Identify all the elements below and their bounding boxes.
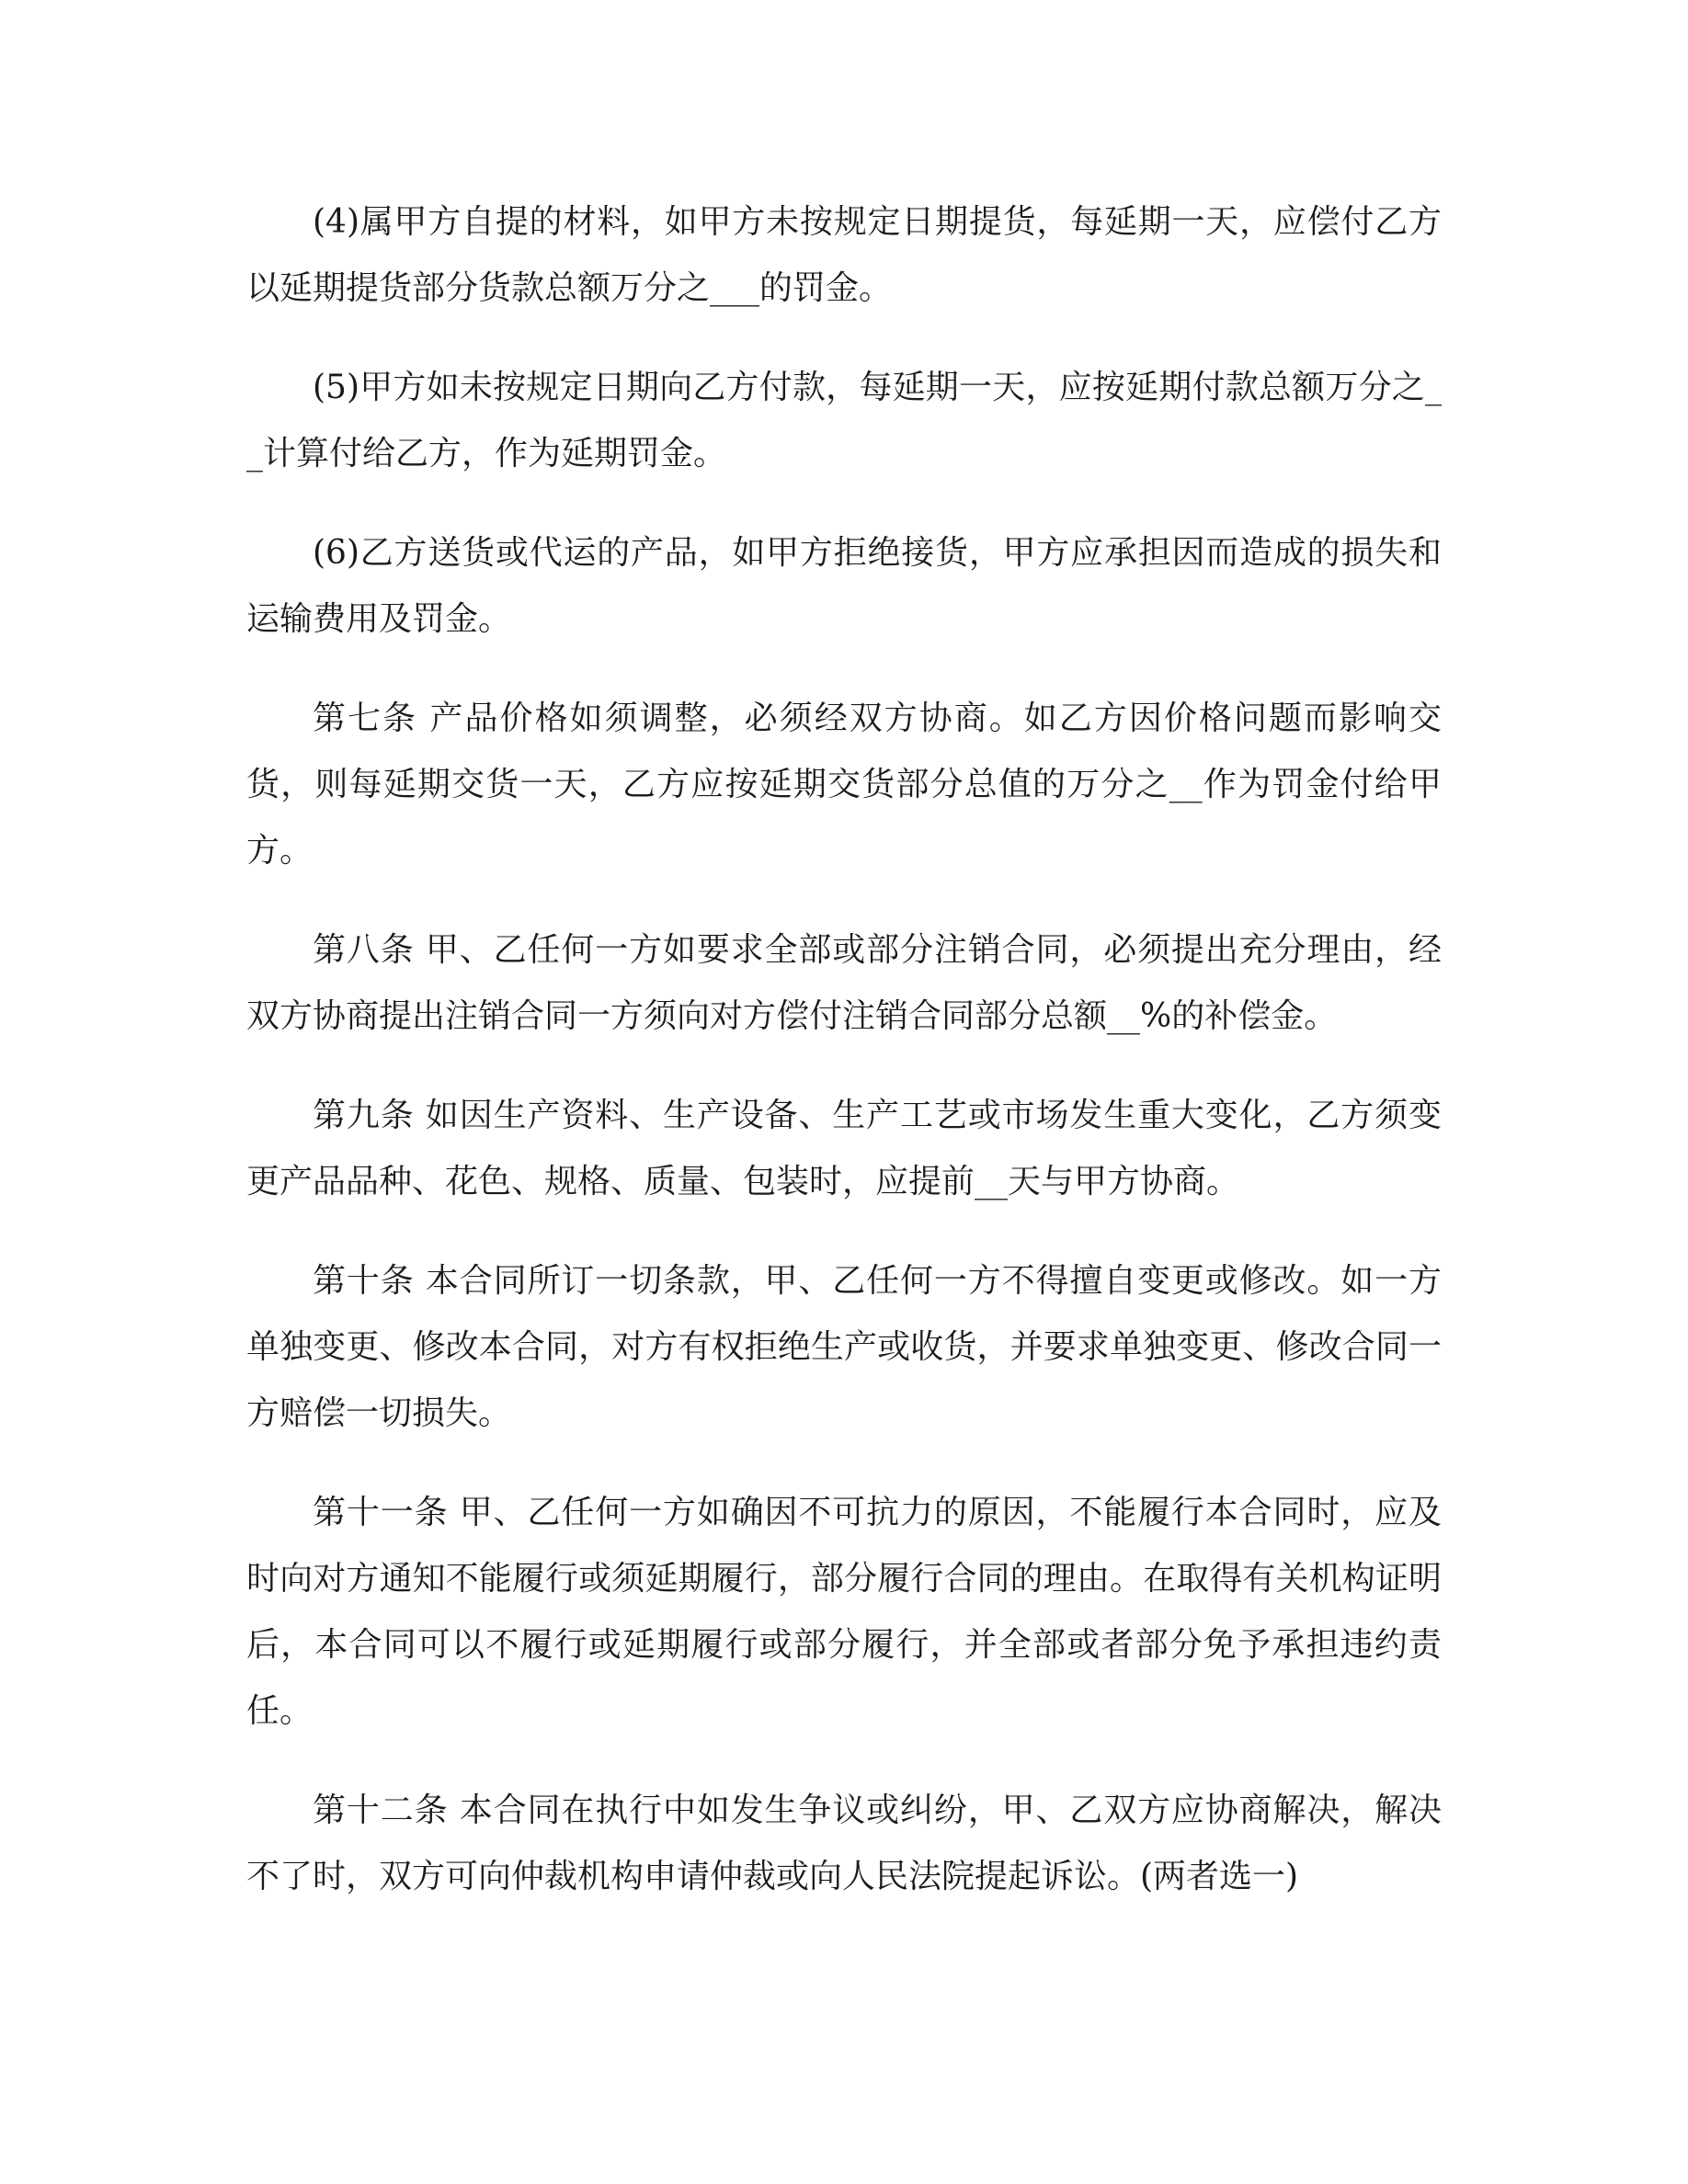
paragraph-article-8: 第八条 甲、乙任何一方如要求全部或部分注销合同，必须提出充分理由，经双方协商提出注销合同一方须向对方偿付注销合同部分总额__%的补偿金。 [246, 931, 1442, 1035]
paragraph-article-9: 第九条 如因生产资料、生产设备、生产工艺或市场发生重大变化，乙方须变更产品品种、花色、规格、质量、包装时，应提前__天与甲方协商。 [246, 1097, 1442, 1200]
paragraph-article-11: 第十一条 甲、乙任何一方如确因不可抗力的原因，不能履行本合同时，应及时向对方通知不能履行或须延期履行，部分履行合同的理由。在取得有关机构证明后，本合同可以不履行或延期履行或部分履行，并全部或者部分免予承担违约责任。 [246, 1494, 1442, 1730]
document-body [246, 189, 1442, 1910]
paragraph-clause-6: (6)乙方送货或代运的产品，如甲方拒绝接货，甲方应承担因而造成的损失和运输费用及罚金。 [246, 534, 1442, 638]
paragraph-clause-5: (5)甲方如未按规定日期向乙方付款，每延期一天，应按延期付款总额万分之__计算付给乙方，作为延期罚金。 [246, 369, 1442, 472]
paragraph-article-7: 第七条 产品价格如须调整，必须经双方协商。如乙方因价格问题而影响交货，则每延期交货一天，乙方应按延期交货部分总值的万分之__作为罚金付给甲方。 [246, 700, 1442, 870]
paragraph-article-12: 第十二条 本合同在执行中如发生争议或纠纷，甲、乙双方应协商解决，解决不了时，双方可向仲裁机构申请仲裁或向人民法院提起诉讼。(两者选一) [246, 1792, 1442, 1895]
paragraph-clause-4: (4)属甲方自提的材料，如甲方未按规定日期提货，每延期一天，应偿付乙方以延期提货部分货款总额万分之___的罚金。 [246, 203, 1442, 307]
paragraph-article-10: 第十条 本合同所订一切条款，甲、乙任何一方不得擅自变更或修改。如一方单独变更、修改本合同，对方有权拒绝生产或收货，并要求单独变更、修改合同一方赔偿一切损失。 [246, 1262, 1442, 1432]
